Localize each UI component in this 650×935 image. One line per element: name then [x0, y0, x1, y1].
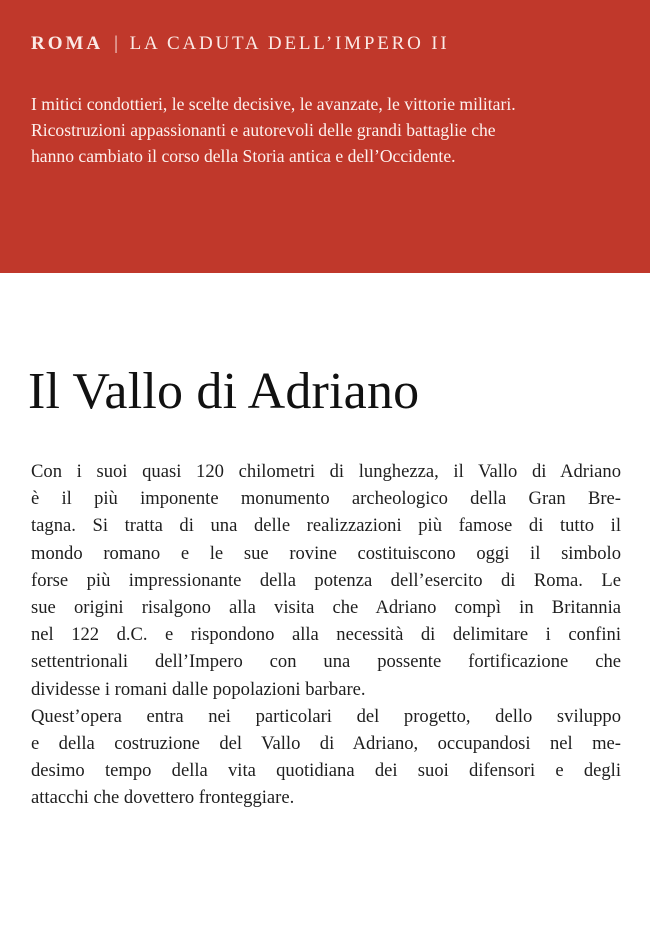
description-line: mondo romano e le sue rovine costituiscono oggi il simbolo [31, 542, 621, 564]
blurb-line: hanno cambiato il corso della Storia antica e dell’Occidente. [31, 146, 456, 166]
description-line: e della costruzione del Vallo di Adriano, occupandosi nel me- [31, 733, 621, 755]
description-line: tagna. Si tratta di una delle realizzazioni più famose di tutto il [31, 515, 621, 537]
description-line: desimo tempo della vita quotidiana dei suoi difensori e degli [31, 760, 621, 782]
book-title: Il Vallo di Adriano [28, 363, 420, 420]
description-line: è il più imponente monumento archeologico della Gran Bre- [31, 488, 621, 510]
description-line: settentrionali dell’Impero con una possente fortificazione che [31, 651, 621, 673]
description-line: Quest’opera entra nei particolari del progetto, dello sviluppo [31, 705, 621, 727]
book-description [31, 458, 621, 812]
description-line: forse più impressionante della potenza dell’esercito di Roma. Le [31, 569, 621, 591]
description-line: sue origini risalgono alla visita che Adriano compì in Britannia [31, 597, 621, 619]
series-separator: | [114, 33, 121, 54]
blurb-line: I mitici condottieri, le scelte decisive, le avanzate, le vittorie militari. [31, 94, 516, 114]
series-heading [31, 33, 449, 55]
description-line: dividesse i romani dalle popolazioni barbare. [31, 678, 366, 700]
description-line: attacchi che dovettero fronteggiare. [31, 787, 295, 809]
series-name: ROMA [31, 33, 104, 54]
description-line: nel 122 d.C. e rispondono alla necessità di delimitare i confini [31, 624, 621, 646]
description-line: Con i suoi quasi 120 chilometri di lunghezza, il Vallo di Adriano [31, 461, 621, 482]
blurb-line: Ricostruzioni appassionanti e autorevoli delle grandi battaglie che [31, 120, 496, 140]
series-subtitle: LA CADUTA DELL’IMPERO II [129, 33, 450, 54]
series-banner [0, 0, 650, 273]
series-blurb [31, 91, 621, 169]
